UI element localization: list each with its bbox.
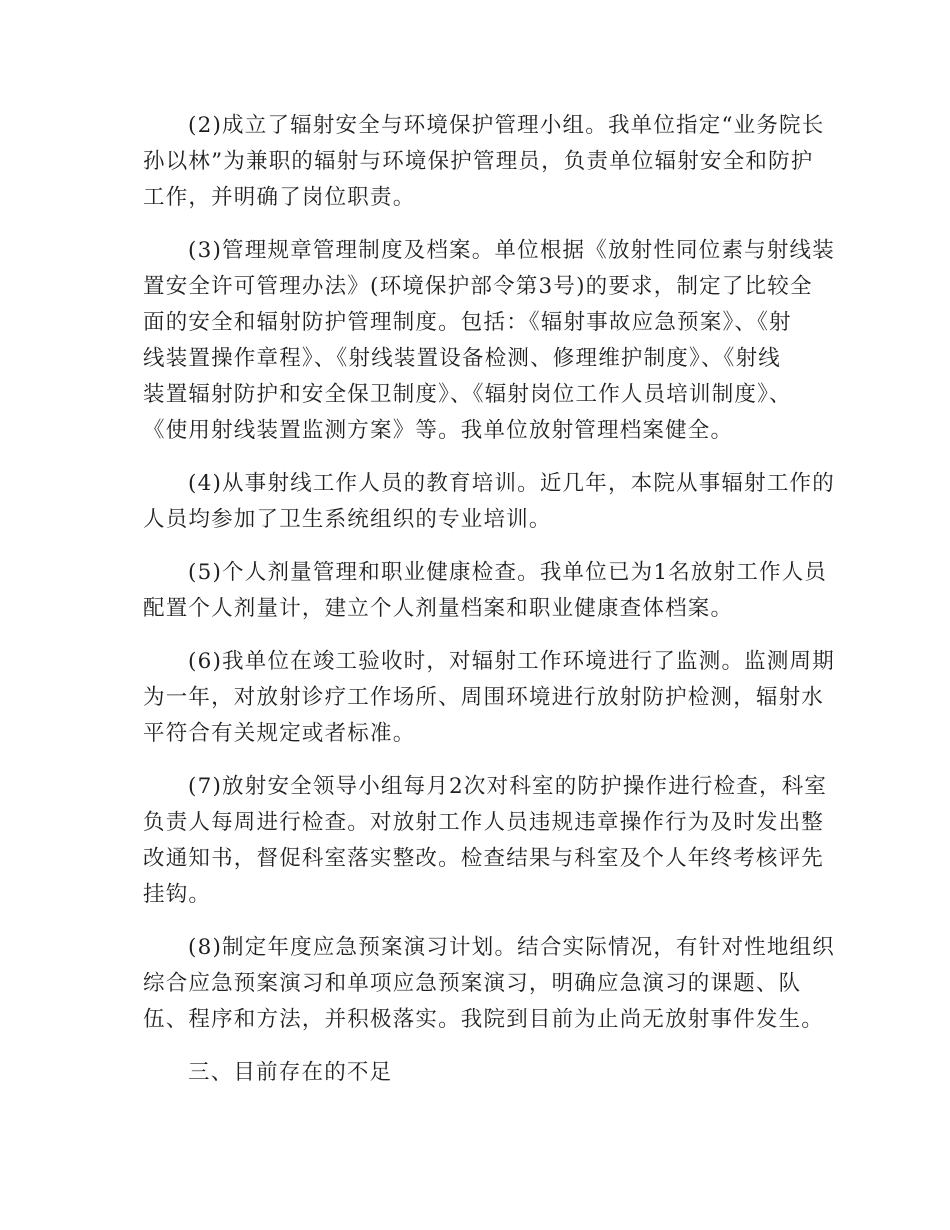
text-line: 综合应急预案演习和单项应急预案演习，明确应急演习的课题、队 [143, 971, 802, 996]
text-line: (5)个人剂量管理和职业健康检查。我单位已为1名放射工作人员 [188, 560, 828, 585]
text-line: 挂钩。 [143, 882, 212, 907]
paragraph-item-5 [143, 555, 828, 627]
text-line: 置安全许可管理办法》(环境保护部令第3号)的要求，制定了比较全 [143, 274, 813, 299]
text-line: 负责人每周进行检查。对放射工作人员违规违章操作行为及时发出整 [143, 810, 825, 835]
text-line: (2)成立了辐射安全与环境保护管理小组。我单位指定“业务院长 [188, 113, 825, 138]
text-line: 《使用射线装置监测方案》等。我单位放射管理档案健全。 [143, 418, 734, 443]
text-line: (6)我单位在竣工验收时，对辐射工作环境进行了监测。监测周期 [188, 649, 835, 674]
text-line: (8)制定年度应急预案演习计划。结合实际情况，有针对性地组织 [188, 935, 835, 960]
section-heading: 三、目前存在的不足 [188, 1060, 393, 1085]
paragraph-item-6 [143, 644, 835, 752]
text-line: 面的安全和辐射防护管理制度。包括：《辐射事故应急预案》、《射 [143, 310, 792, 335]
text-line: 装置辐射防护和安全保卫制度》、《辐射岗位工作人员培训制度》、 [143, 382, 792, 407]
paragraph-item-4 [143, 466, 835, 538]
text-line: 配置个人剂量计，建立个人剂量档案和职业健康查体档案。 [143, 596, 734, 621]
text-line: (3)管理规章管理制度及档案。单位根据《放射性同位素与射线装 [188, 238, 835, 263]
text-line: 为一年，对放射诊疗工作场所、周围环境进行放射防护检测，辐射水 [143, 685, 825, 710]
paragraph-item-7 [143, 769, 828, 913]
paragraph-item-3 [143, 233, 835, 449]
text-line: 改通知书，督促科室落实整改。检查结果与科室及个人年终考核评先 [143, 846, 825, 871]
text-line: 工作，并明确了岗位职责。 [143, 185, 416, 210]
text-line: (7)放射安全领导小组每月2次对科室的防护操作进行检查，科室 [188, 774, 828, 799]
document-page [143, 108, 835, 1091]
paragraph-item-8 [143, 930, 835, 1038]
text-line: 伍、程序和方法，并积极落实。我院到目前为止尚无放射事件发生。 [143, 1007, 825, 1032]
text-line: 平符合有关规定或者标准。 [143, 721, 416, 746]
text-line: 人员均参加了卫生系统组织的专业培训。 [143, 507, 552, 532]
text-line: 线装置操作章程》、《射线装置设备检测、修理维护制度》、《射线 [143, 346, 782, 371]
text-line: 孙以林”为兼职的辐射与环境保护管理员，负责单位辐射安全和防护 [143, 149, 814, 174]
text-line: (4)从事射线工作人员的教育培训。近几年，本院从事辐射工作的 [188, 471, 835, 496]
paragraph-item-2 [143, 108, 825, 216]
